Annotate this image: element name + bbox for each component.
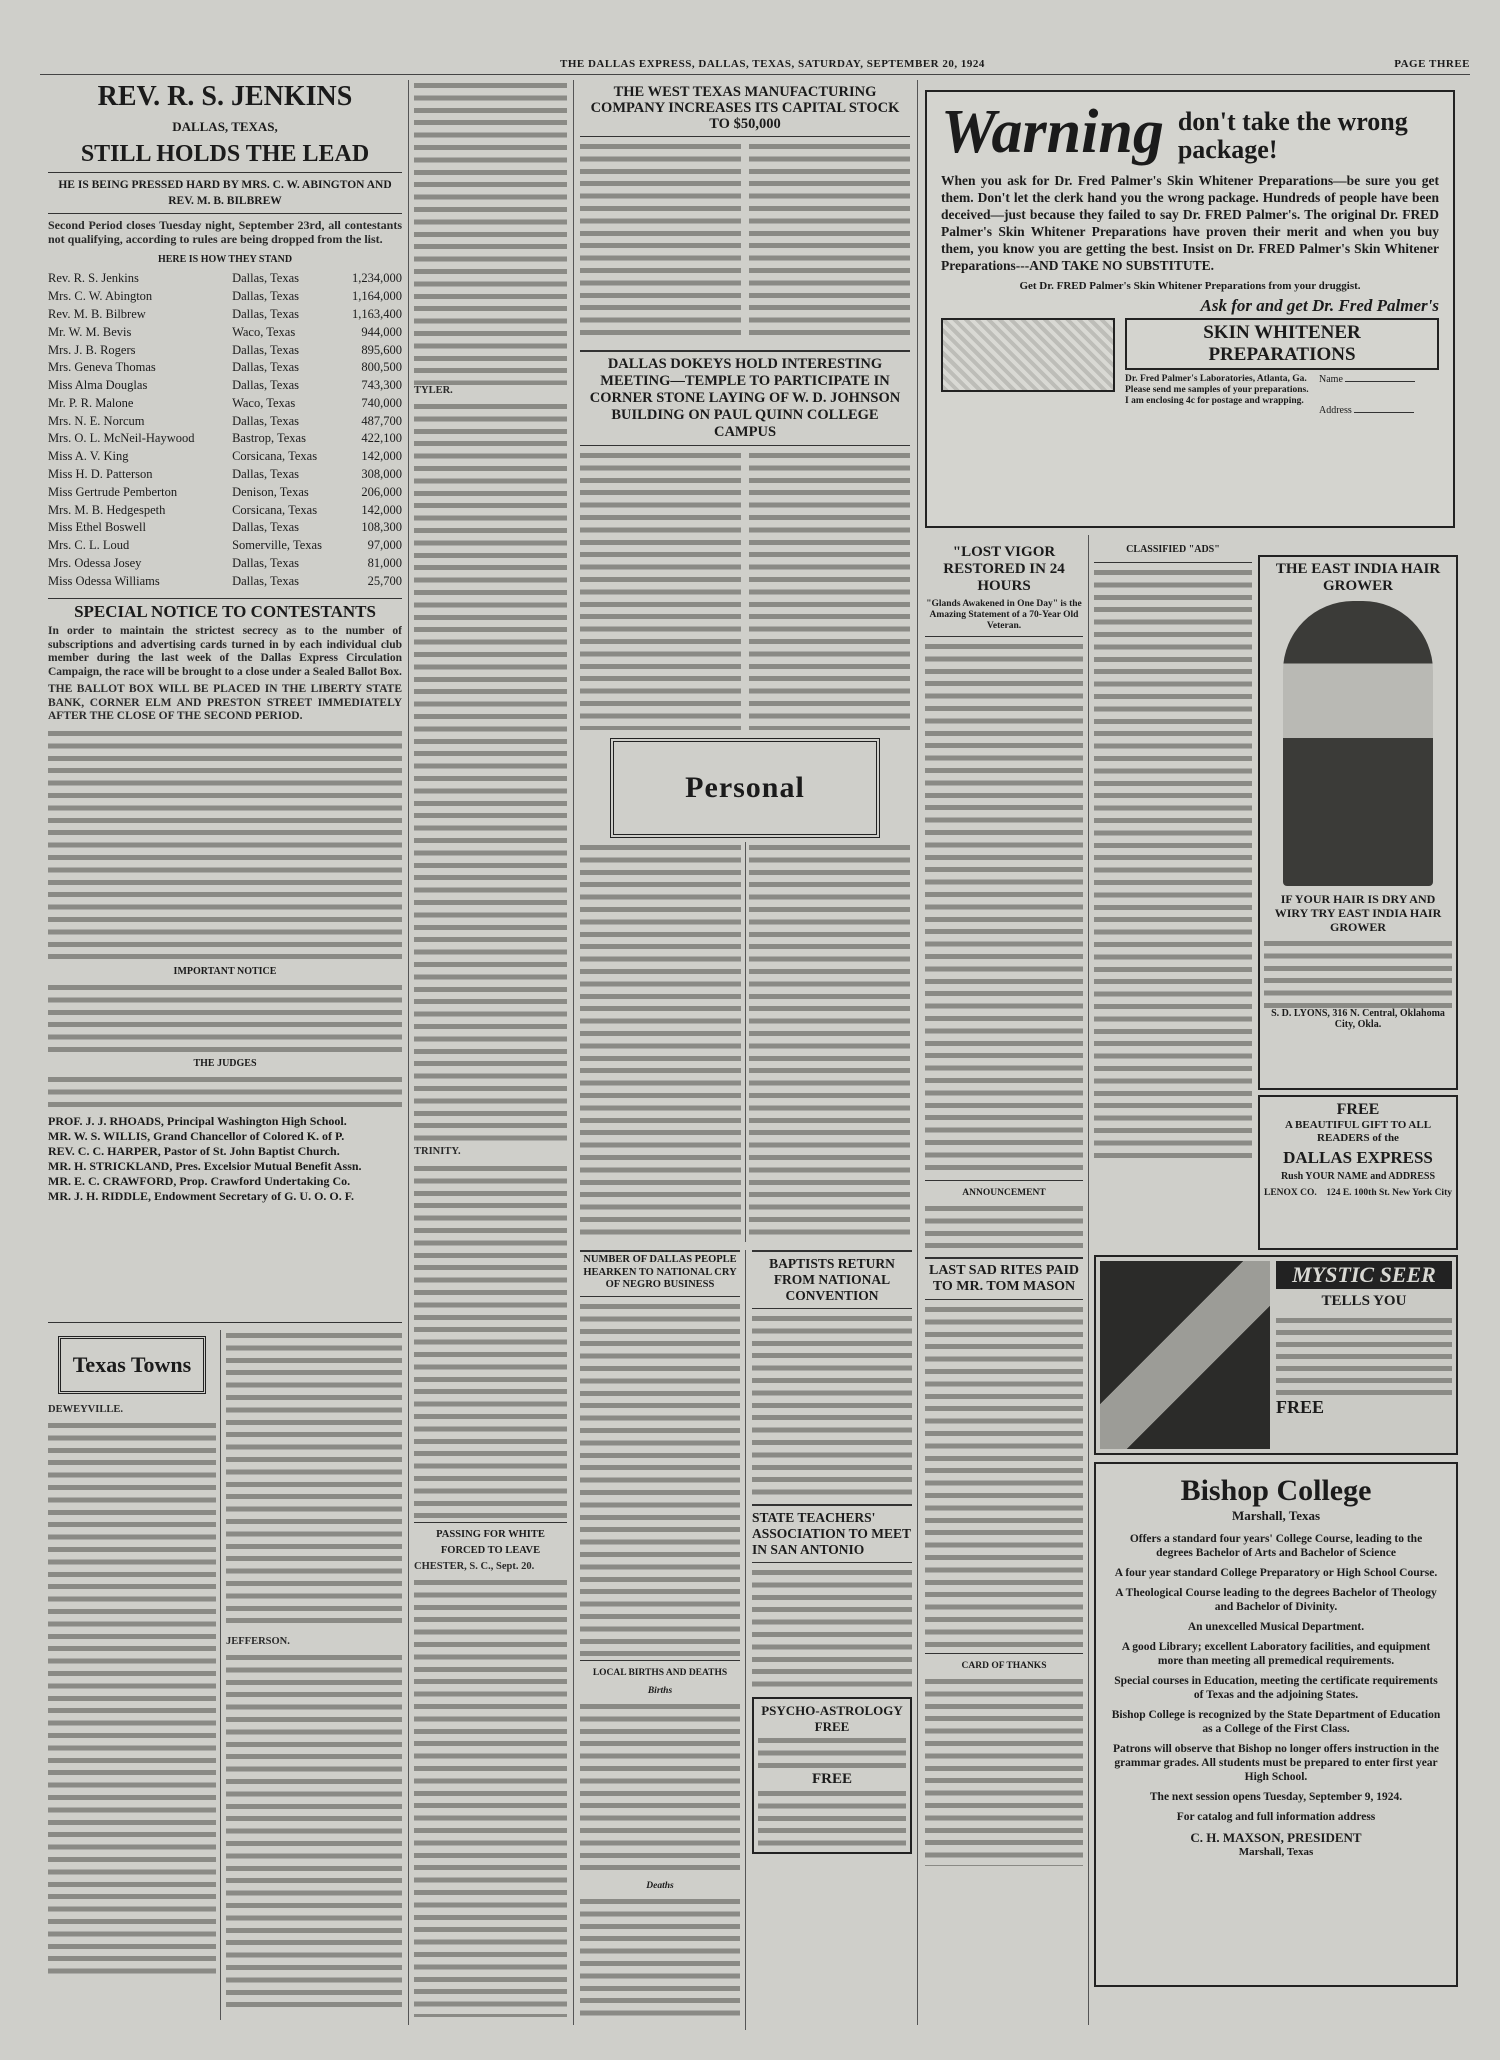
texas-towns-continued: [226, 1330, 402, 2020]
warning-word: Warning: [941, 98, 1164, 166]
standing-name: Mrs. C. W. Abington: [48, 289, 153, 304]
standing-name: Miss Alma Douglas: [48, 378, 148, 393]
standing-city: Dallas, Texas: [232, 466, 300, 481]
coupon-name-label: Name: [1319, 374, 1343, 385]
bishop-line: A good Library; excellent Laboratory facilities, and equipment more than meeting all premedical requirements.: [1121, 1641, 1431, 1667]
bishop-course-list: [1110, 1532, 1442, 1824]
notice-bold: In order to maintain the strictest secrecy as to the number of subscriptions and advertising cards turned in by each individual club member during the last week of the Dallas Express Circulation Campaign, the race will be brought to a close under a Sealed Ballot Box.: [48, 625, 402, 678]
jefferson-text: [226, 1652, 402, 2012]
standing-city: Dallas, Texas: [232, 413, 300, 428]
warning-lab-coupon: Dr. Fred Palmer's Laboratories, Atlanta, Ga. Please send me samples of your preparations. I am enclosing 4c for postage and wrapping.: [1125, 374, 1309, 406]
judges-heading: THE JUDGES: [193, 1057, 257, 1069]
free-gift-company: LENOX CO.: [1264, 1188, 1317, 1198]
masthead: [40, 58, 1470, 75]
standing-votes: 25,700: [367, 573, 402, 588]
standing-city: Dallas, Texas: [232, 573, 300, 588]
standings-table: [48, 270, 402, 590]
mystic-title: MYSTIC SEER: [1276, 1261, 1452, 1289]
standing-row: [48, 323, 402, 341]
baptists-article: [752, 1250, 912, 2030]
free-gift-address: 124 E. 100th St. New York City: [1326, 1188, 1452, 1198]
standing-row: [48, 555, 402, 573]
standing-name: Miss H. D. Patterson: [48, 466, 153, 481]
lost-vigor-deck: "Glands Awakened in One Day" is the Amazing Statement of a 70-Year Old Veteran.: [926, 599, 1082, 631]
births-deaths-heading: LOCAL BIRTHS AND DEATHS: [592, 1667, 728, 1678]
standing-votes: 740,000: [361, 395, 402, 410]
standing-row: [48, 448, 402, 466]
standing-city: Dallas, Texas: [232, 289, 300, 304]
psycho-astrology-ad: [752, 1697, 912, 1854]
classified-heading: CLASSIFIED "ADS": [1126, 544, 1220, 555]
lost-vigor-text: [925, 641, 1083, 1176]
standing-city: Dallas, Texas: [232, 555, 300, 570]
card-of-thanks-text: [925, 1676, 1083, 1866]
standing-row: [48, 466, 402, 484]
contest-subhead: STILL HOLDS THE LEAD: [80, 141, 370, 167]
standing-votes: 108,300: [361, 520, 402, 535]
standing-city: Bastrop, Texas: [232, 431, 306, 446]
personal-box: [610, 738, 880, 838]
standing-row: [48, 394, 402, 412]
standing-city: Dallas, Texas: [232, 306, 300, 321]
standing-row: [48, 359, 402, 377]
lost-vigor-headline: "LOST VIGOR RESTORED IN 24 HOURS: [943, 544, 1065, 594]
page-number: PAGE THREE: [1394, 58, 1470, 70]
east-india-title: THE EAST INDIA HAIR GROWER: [1275, 561, 1441, 594]
standing-name: Rev. R. S. Jenkins: [48, 271, 139, 286]
contest-place: DALLAS, TEXAS,: [172, 119, 278, 134]
dokeys-headline: DALLAS DOKEYS HOLD INTERESTING MEETING—TEMPLE TO PARTICIPATE IN CORNER STONE LAYING OF W. D. JOHNSON BUILDING ON PAUL QUINN COLLEGE CAMPUS: [589, 356, 901, 440]
dateline-chester: CHESTER, S. C., Sept. 20.: [414, 1560, 535, 1572]
standing-city: Denison, Texas: [232, 484, 309, 499]
coupon-address-line[interactable]: [1354, 412, 1414, 413]
bishop-line: For catalog and full information address: [1176, 1811, 1376, 1823]
dateline-trinity: TRINITY.: [414, 1146, 461, 1158]
contest-headline: REV. R. S. JENKINS: [97, 81, 353, 112]
standing-votes: 487,700: [361, 413, 402, 428]
dokeys-text-right: [749, 450, 910, 730]
notice-heading: SPECIAL NOTICE TO CONTESTANTS: [74, 602, 376, 622]
important-body-text: [48, 982, 402, 1054]
deweyville-text: [48, 1420, 216, 1980]
mystic-free: FREE: [1276, 1397, 1325, 1417]
skin-whitener-ad: [925, 90, 1455, 528]
teachers-headline: STATE TEACHERS' ASSOCIATION TO MEET IN SAN ANTONIO: [752, 1510, 911, 1557]
standing-row: [48, 501, 402, 519]
last-rites-text: [925, 1304, 1083, 1649]
judge-entry: MR. H. STRICKLAND, Pres. Excelsior Mutual Benefit Assn.: [48, 1158, 362, 1173]
standing-votes: 308,000: [361, 466, 402, 481]
baptists-text: [752, 1313, 912, 1498]
wtm-text-left: [580, 141, 741, 340]
warning-ask: Ask for and get Dr. Fred Palmer's: [1200, 296, 1439, 315]
bishop-place: Marshall, Texas: [1231, 1508, 1321, 1523]
bishop-college-ad: [1094, 1462, 1458, 1987]
standing-name: Mr. W. M. Bevis: [48, 324, 132, 339]
free-gift-send: Rush YOUR NAME and ADDRESS: [1280, 1171, 1436, 1182]
texas-towns-box: [58, 1336, 206, 1394]
standing-name: Mrs. Geneva Thomas: [48, 360, 156, 375]
standing-city: Corsicana, Texas: [232, 449, 318, 464]
standing-name: Mr. P. R. Malone: [48, 395, 134, 410]
standing-row: [48, 306, 402, 324]
standing-row: [48, 430, 402, 448]
mystic-text: [1276, 1315, 1452, 1395]
standing-city: Dallas, Texas: [232, 342, 300, 357]
standing-votes: 422,100: [361, 431, 402, 446]
ballot-notice: THE BALLOT BOX WILL BE PLACED IN THE LIBERTY STATE BANK, CORNER ELM AND PRESTON STREET IMMEDIATELY AFTER THE CLOSE OF THE SECOND PERIOD.: [48, 683, 402, 723]
east-india-address: S. D. LYONS, 316 N. Central, Oklahoma City, Okla.: [1271, 1008, 1445, 1030]
trinity-text: [414, 1163, 567, 1518]
warning-tagline: don't take the wrong package!: [1177, 107, 1408, 164]
section-rule: [48, 1322, 402, 1323]
coupon-address-label: Address: [1319, 405, 1352, 416]
standing-row: [48, 412, 402, 430]
warning-body: When you ask for Dr. Fred Palmer's Skin Whitener Preparations—be sure you get them. Don't let the clerk hand you the wrong package. Hundreds of people have been deceived—just because they failed to say Dr. FRED Palmer's. The original Dr. FRED Palmer's Skin Whitener Preparations have proven their merit and when you buy them, you know you are getting the best. Insist on Dr. FRED Palmer's Skin Whitener Preparations---AND TAKE NO SUBSTITUTE.: [941, 173, 1439, 273]
standing-name: Rev. M. B. Bilbrew: [48, 306, 146, 321]
baptists-headline: BAPTISTS RETURN FROM NATIONAL CONVENTION: [769, 1256, 895, 1303]
standing-name: Miss Odessa Williams: [48, 573, 160, 588]
chester-text: [414, 1577, 567, 2017]
texas-towns-title: Texas Towns: [72, 1352, 192, 1377]
woman-portrait-image: [1283, 601, 1433, 886]
bishop-line: Bishop College is recognized by the State Department of Education as a College of the First Class.: [1111, 1709, 1441, 1735]
standing-row: [48, 519, 402, 537]
standing-votes: 1,234,000: [352, 271, 402, 286]
standing-row: [48, 377, 402, 395]
bishop-footer: Marshall, Texas: [1238, 1846, 1314, 1858]
standing-name: Mrs. N. E. Norcum: [48, 413, 145, 428]
bishop-title: Bishop College: [1180, 1474, 1372, 1507]
seer-illustration: [1100, 1261, 1270, 1449]
standing-city: Dallas, Texas: [232, 378, 300, 393]
bishop-president: C. H. MAXSON, PRESIDENT: [1190, 1830, 1362, 1845]
bishop-line: Offers a standard four years' College Course, leading to the degrees Bachelor of Arts and Bachelor of Science: [1129, 1533, 1423, 1559]
personal-text-right: [749, 842, 910, 1237]
dateline-jefferson: JEFFERSON.: [226, 1636, 290, 1647]
standing-votes: 1,163,400: [352, 306, 402, 321]
notice-body-text: [48, 728, 402, 960]
warning-product: SKIN WHITENER PREPARATIONS: [1125, 318, 1439, 370]
personal-text-left: [580, 842, 741, 1237]
standing-name: Mrs. M. B. Hedgespeth: [48, 502, 166, 517]
standing-votes: 97,000: [367, 538, 402, 553]
standing-name: Mrs. O. L. McNeil-Haywood: [48, 431, 195, 446]
psycho-free: FREE: [811, 1771, 852, 1787]
standing-votes: 800,500: [361, 360, 402, 375]
contest-intro: Second Period closes Tuesday night, September 23rd, all contestants not qualifying, according to rules are being dropped from the list.: [48, 218, 402, 246]
product-box-image: [941, 318, 1115, 392]
east-india-text: [1264, 938, 1452, 1008]
wtm-headline: THE WEST TEXAS MANUFACTURING COMPANY INCREASES ITS CAPITAL STOCK TO $50,000: [590, 84, 900, 132]
standing-city: Corsicana, Texas: [232, 502, 318, 517]
judge-entry: MR. J. H. RIDDLE, Endowment Secretary of G. U. O. O. F.: [48, 1188, 354, 1203]
standing-votes: 895,600: [361, 342, 402, 357]
standing-row: [48, 572, 402, 590]
judge-entry: PROF. J. J. RHOADS, Principal Washington High School.: [48, 1113, 347, 1128]
judges-list: [48, 1114, 402, 1204]
announcement-heading: ANNOUNCEMENT: [962, 1188, 1046, 1198]
bishop-line: An unexcelled Musical Department.: [1187, 1621, 1365, 1633]
standing-votes: 142,000: [361, 449, 402, 464]
standing-votes: 743,300: [361, 378, 402, 393]
coupon-name-line[interactable]: [1345, 381, 1415, 382]
wtm-article: [580, 80, 910, 340]
standing-city: Dallas, Texas: [232, 271, 300, 286]
lost-vigor-article: [925, 540, 1083, 1980]
column-rule: [573, 80, 574, 2025]
society-text: [414, 80, 567, 385]
standing-row: [48, 537, 402, 555]
standing-votes: 1,164,000: [352, 289, 402, 304]
standing-city: Dallas, Texas: [232, 360, 300, 375]
judge-entry: MR. W. S. WILLIS, Grand Chancellor of Colored K. of P.: [48, 1128, 345, 1143]
important-heading: IMPORTANT NOTICE: [173, 965, 277, 977]
mystic-seer-ad: [1094, 1255, 1458, 1455]
bishop-line: Special courses in Education, meeting the certificate requirements of Texas and the adjoining States.: [1114, 1675, 1438, 1701]
judge-entry: REV. C. C. HARPER, Pastor of St. John Baptist Church.: [48, 1143, 340, 1158]
dateline-tyler: TYLER.: [414, 385, 453, 396]
card-of-thanks-heading: CARD OF THANKS: [961, 1661, 1047, 1671]
free-gift-ad: [1258, 1095, 1458, 1250]
bishop-line: The next session opens Tuesday, September 9, 1924.: [1149, 1791, 1403, 1803]
bishop-line: A four year standard College Preparatory or High School Course.: [1114, 1567, 1438, 1579]
standing-name: Mrs. Odessa Josey: [48, 555, 142, 570]
standing-name: Miss A. V. King: [48, 449, 129, 464]
births-heading: Births: [647, 1685, 673, 1696]
column-rule: [408, 80, 409, 2025]
psycho-title: PSYCHO-ASTROLOGY FREE: [761, 1703, 903, 1734]
column-rule: [220, 1330, 221, 2020]
dateline-deweyville: DEWEYVILLE.: [48, 1404, 123, 1415]
deaths-heading: Deaths: [646, 1880, 674, 1891]
standing-name: Miss Gertrude Pemberton: [48, 484, 178, 499]
births-text: [580, 1701, 740, 1876]
standing-votes: 206,000: [361, 484, 402, 499]
deaths-text: [580, 1896, 740, 2016]
mystic-tells: TELLS YOU: [1321, 1293, 1407, 1309]
standing-name: Miss Ethel Boswell: [48, 520, 146, 535]
warning-get: Get Dr. FRED Palmer's Skin Whitener Preparations from your druggist.: [1019, 280, 1361, 292]
standings-heading: HERE IS HOW THEY STAND: [157, 254, 293, 265]
tyler-text: [414, 401, 567, 1146]
column-rule: [745, 1250, 746, 2030]
column-rule: [917, 80, 918, 2025]
last-rites-headline: LAST SAD RITES PAID TO MR. TOM MASON: [928, 1263, 1080, 1294]
psycho-coupon: [758, 1788, 906, 1848]
contest-deck: HE IS BEING PRESSED HARD BY MRS. C. W. ABINGTON AND REV. M. B. BILBREW: [58, 179, 392, 207]
standing-votes: 944,000: [361, 324, 402, 339]
bishop-line: Patrons will observe that Bishop no longer offers instruction in the grammar grades. All students must be prepared to enter first year High School.: [1112, 1743, 1440, 1783]
bishop-line: A Theological Course leading to the degrees Bachelor of Theology and Bachelor of Divinity.: [1115, 1587, 1437, 1613]
negro-business-text: [580, 1301, 740, 1656]
standing-votes: 142,000: [361, 502, 402, 517]
wtm-text-right: [749, 141, 910, 340]
passing-headline: PASSING FOR WHITE FORCED TO LEAVE: [436, 1528, 545, 1556]
east-india-ad: [1258, 555, 1458, 1090]
negro-business-article: [580, 1250, 740, 2030]
free-gift-body: A BEAUTIFUL GIFT TO ALL READERS of the: [1284, 1119, 1432, 1144]
standing-row: [48, 483, 402, 501]
east-india-tagline: IF YOUR HAIR IS DRY AND WIRY TRY EAST INDIA HAIR GROWER: [1274, 892, 1442, 934]
dokeys-article: [580, 350, 910, 730]
standing-name: Mrs. C. L. Loud: [48, 538, 130, 553]
texas-towns-article: [48, 1330, 216, 2020]
negro-business-headline: NUMBER OF DALLAS PEOPLE HEARKEN TO NATIONAL CRY OF NEGRO BUSINESS: [583, 1254, 737, 1290]
standing-city: Somerville, Texas: [232, 538, 322, 553]
standing-row: [48, 341, 402, 359]
column-rule: [1088, 535, 1089, 2025]
dokeys-text-left: [580, 450, 741, 730]
standing-name: Mrs. J. B. Rogers: [48, 342, 136, 357]
teachers-text: [752, 1567, 912, 1687]
standing-row: [48, 270, 402, 288]
society-column: [414, 80, 567, 2025]
column-rule: [745, 842, 746, 1242]
free-gift-paper: DALLAS EXPRESS: [1283, 1148, 1433, 1167]
personal-title: Personal: [685, 771, 805, 804]
standing-city: Dallas, Texas: [232, 520, 300, 535]
personal-header: [580, 738, 910, 838]
classified-text: [1094, 567, 1252, 1162]
standing-row: [48, 288, 402, 306]
standing-city: Waco, Texas: [232, 395, 296, 410]
judge-entry: MR. E. C. CRAWFORD, Prop. Crawford Undertaking Co.: [48, 1173, 351, 1188]
psycho-text: [758, 1735, 906, 1771]
judges-body-text: [48, 1074, 402, 1110]
announcement-text: [925, 1203, 1083, 1253]
free-gift-title: FREE: [1336, 1101, 1380, 1118]
standing-votes: 81,000: [367, 555, 402, 570]
contest-article: [48, 80, 402, 1320]
standing-city: Waco, Texas: [232, 324, 296, 339]
towns-text: [226, 1330, 402, 1630]
masthead-dateline: THE DALLAS EXPRESS, DALLAS, TEXAS, SATURDAY, SEPTEMBER 20, 1924: [560, 58, 985, 70]
